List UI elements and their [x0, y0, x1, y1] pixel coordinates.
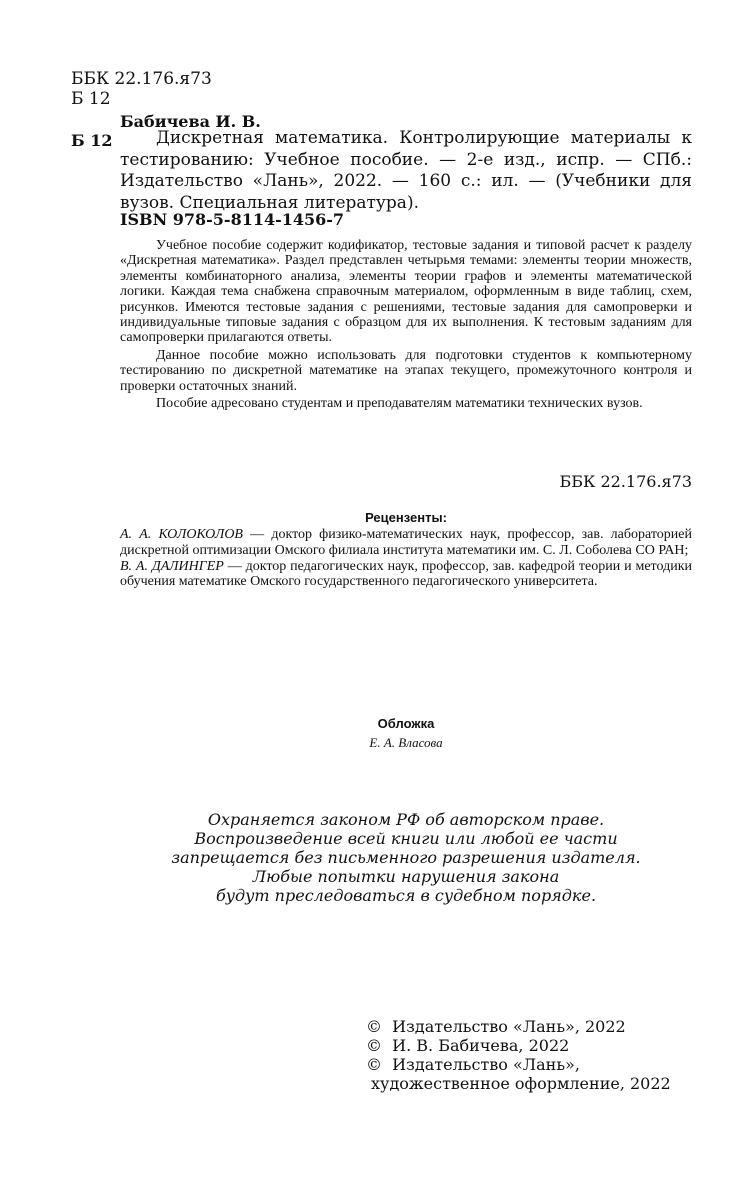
copyright-line: © И. В. Бабичева, 2022 [366, 1036, 570, 1055]
cover-designer: Е. А. Власова [369, 735, 443, 750]
abstract-paragraph: Пособие адресовано студентам и преподавателям математики технических вузов. [156, 396, 643, 412]
reviewer-description: — доктор физико-математических наук, профессор, зав. лабораторией дискретной оптимизации Омского филиала института математики им. С. Л. Соболева СО РАН; [120, 527, 692, 558]
copyright-line-continuation: художественное оформление, 2022 [371, 1074, 671, 1093]
copyright-notice-line: Любые попытки нарушения закона [252, 867, 560, 886]
reviewer-name: А. А. КОЛОКОЛОВ [120, 527, 243, 542]
reviewer-entry [120, 527, 692, 559]
abstract-paragraph: Данное пособие можно использовать для подготовки студентов к компьютерному тестированию по дискретной математике на этапах текущего, промежуточного контроля и проверки остаточных знаний. [120, 347, 692, 394]
copyright-line: © Издательство «Лань», [366, 1055, 580, 1074]
entry-author-mark: Б 12 [71, 131, 113, 150]
cover-heading: Обложка [377, 716, 435, 731]
isbn: ISBN 978-5-8114-1456-7 [120, 210, 345, 229]
copyright-notice-line: будут преследоваться в судебном порядке. [215, 886, 597, 905]
reviewers-list [120, 527, 692, 590]
copyright-holders [366, 1017, 671, 1093]
copyright-notice-line: Охраняется законом РФ об авторском праве. [207, 810, 605, 829]
entry-author: Бабичева И. В. [120, 112, 261, 131]
abstract [120, 238, 692, 413]
header-author-mark: Б 12 [71, 89, 111, 109]
abstract-paragraph: Учебное пособие содержит кодификатор, тестовые задания и типовой расчет к разделу «Дискретная математика». Раздел представлен четырьмя темами: элементы теории множеств, элементы комбинаторного анализа, элементы теории графов и элементы математической логики. Каждая тема снабжена справочным материалом, оформленным в виде таблиц, схем, рисунков. Имеются тестовые задания с решениями, тестовые задания для самопроверки и индивидуальные типовые задания с образцом для их выполнения. К тестовым заданиям для самопроверки прилагаются ответы. [120, 238, 692, 346]
copyright-symbol: © [366, 1055, 382, 1074]
bbk-classification: ББК 22.176.я73 [559, 472, 692, 491]
reviewer-entry [120, 559, 692, 591]
copyright-line: © Издательство «Лань», 2022 [366, 1017, 626, 1036]
copyright-symbol: © [366, 1017, 382, 1036]
header-bbk-code: ББК 22.176.я73 [71, 69, 212, 89]
copyright-notice [120, 810, 692, 905]
copyright-notice-line: Воспроизведение всей книги или любой ее части [194, 829, 618, 848]
bibliographic-description [120, 128, 692, 214]
reviewer-description: — доктор педагогических наук, профессор, зав. кафедрой теории и методики обучения математике Омского государственного педагогического университета. [120, 558, 692, 590]
bibliographic-text: Дискретная математика. Контролирующие материалы к тестированию: Учебное пособие. — 2-е изд., испр. — СПб.: Издательство «Лань», 2022. — 160 с.: ил. — (Учебники для вузов. Специальная литература). [120, 128, 692, 213]
reviewers-heading: Рецензенты: [365, 510, 447, 525]
reviewer-name: В. А. ДАЛИНГЕР [120, 558, 224, 574]
copyright-notice-line: запрещается без письменного разрешения издателя. [171, 848, 641, 867]
copyright-symbol: © [366, 1036, 382, 1055]
